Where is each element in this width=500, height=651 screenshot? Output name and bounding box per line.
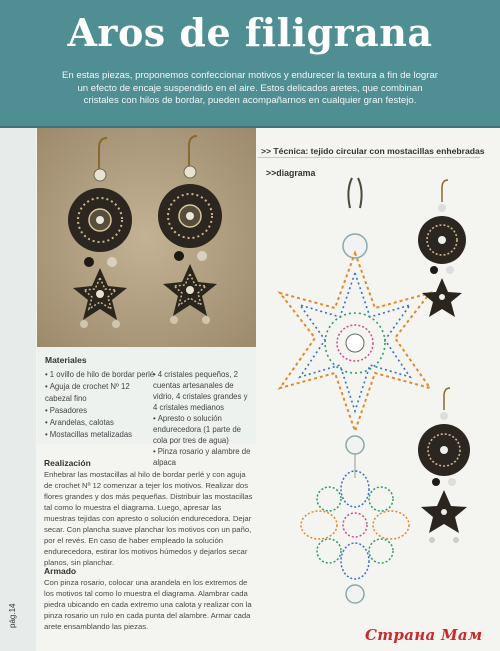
material-item: • Mostacillas metalizadas: [45, 429, 155, 441]
armado-title: Armado: [44, 566, 77, 576]
page-number: pág.14: [8, 603, 17, 628]
materials-list-left: [45, 369, 155, 441]
technique-label: >> Técnica: tejido circular con mostacillas enhebradas: [261, 146, 485, 156]
left-margin-strip: [0, 128, 36, 651]
material-item: • Pasadores: [45, 405, 155, 417]
technique-bar: [258, 145, 485, 158]
crochet-diagram: [258, 160, 500, 630]
diagram-label: >>diagrama: [266, 168, 316, 178]
earrings-photo: [37, 128, 256, 347]
watermark: Страна Мам: [365, 626, 483, 644]
small-flower-diagram: [301, 471, 409, 579]
large-star-diagram: [280, 253, 430, 431]
material-item: • 4 cristales pequeños, 2 cuentas artesanales de vidrio, 4 cristales grandes y 4 cristales medianos: [153, 369, 253, 413]
material-item: • Apresto o solución endurecedora (1 parte de cola por tres de agua): [153, 413, 253, 446]
realizacion-text: Enhebrar las mostacillas al hilo de bordar perlé y con aguja de crochet Nº 12 comenzar a tejer los motivos. Realizar dos flores grandes y dos más pequeñas. Distribuir las mostacillas tal como lo muestra el diagrama. Luego, apresar las muestras tejidas con apresto o solución endurecedora. Dejar secar. Con plancha suave planchar los motivos con un paño, por el revés. En caso de haber empleado la solución endurecedora, estirar los motivos húmedos y dejarlos secar planos, sin planchar.: [44, 470, 253, 567]
page-title: Aros de filigrana: [67, 10, 433, 55]
material-item: • 1 ovillo de hilo de bordar perlé: [45, 369, 155, 381]
realizacion-title: Realización: [44, 458, 91, 468]
material-item: • Pinza rosario y alambre de alpaca: [153, 446, 253, 468]
earring-photo-top: [418, 180, 466, 317]
earring-photo-bottom: [418, 388, 470, 543]
intro-text: En estas piezas, proponemos confeccionar motivos y endurecer la textura a fin de lograr un efecto de encaje suspendido en el aire. Estos delicados aretes, que combinan cristales con hilos de bordar, pueden acompañarnos en cualquier gran festejo.: [62, 70, 438, 106]
materials-list-right: [153, 369, 253, 468]
materials-title: Materiales: [45, 355, 87, 365]
armado-text: Con pinza rosario, colocar una arandela en los extremos de los motivos tal como lo muestra el diagrama. Alambrar cada piedra ubicando en cada extremo una calota y realizar con la pinza rosario un rulo en cada punta del alambre. Armar cada arete ensamblando las piezas.: [44, 578, 252, 631]
material-item: • Arandelas, calotas: [45, 417, 155, 429]
material-item: • Aguja de crochet Nº 12 cabezal fino: [45, 381, 155, 405]
